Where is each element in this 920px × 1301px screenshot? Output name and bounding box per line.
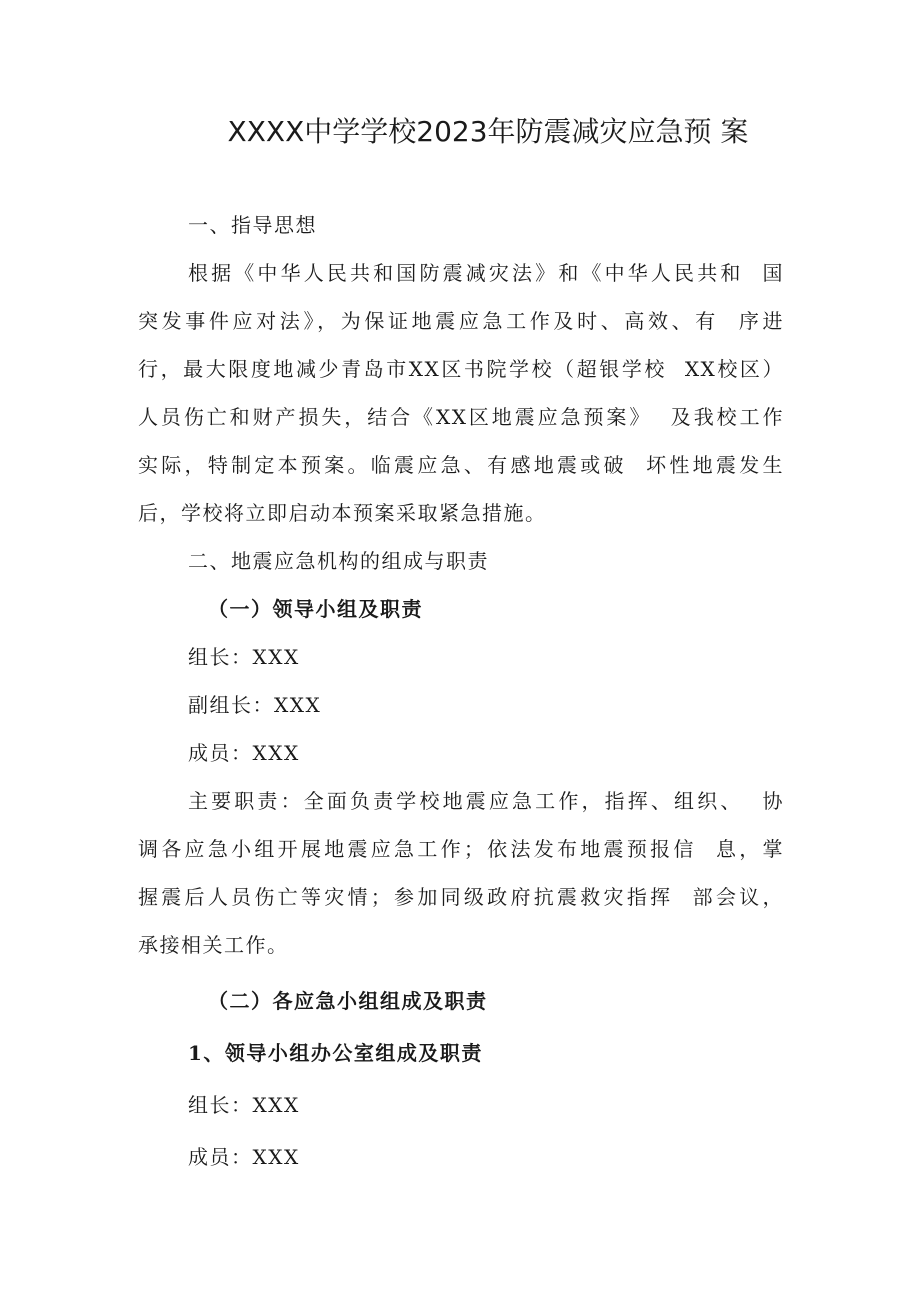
duty-line: 调各应急小组开展地震应急工作；依法发布地震预报信 息，掌 bbox=[138, 837, 784, 861]
paragraph-line: 后，学校将立即启动本预案采取紧急措施。 bbox=[138, 501, 547, 525]
subsection-heading-emergency-groups: （二）各应急小组组成及职责 bbox=[208, 989, 488, 1013]
duty-line: 主要职责：全面负责学校地震应急工作，指挥、组织、 协 bbox=[188, 789, 784, 813]
document-title: XXXX中学学校2023年防震减灾应急预 案 bbox=[227, 115, 749, 148]
section-heading-guiding-thought: 一、指导思想 bbox=[188, 213, 317, 237]
leader-entry: 组长：XXX bbox=[188, 645, 300, 669]
office-leader-entry: 组长：XXX bbox=[188, 1093, 300, 1117]
paragraph-line: 突发事件应对法》，为保证地震应急工作及时、高效、有 序进 bbox=[138, 309, 784, 333]
duty-line: 承接相关工作。 bbox=[138, 933, 289, 957]
paragraph-line: 人员伤亡和财产损失，结合《XX区地震应急预案》 及我校工作 bbox=[138, 405, 784, 429]
section-heading-organization: 二、地震应急机构的组成与职责 bbox=[188, 549, 489, 573]
members-entry: 成员：XXX bbox=[188, 741, 300, 765]
paragraph-line: 实际，特制定本预案。临震应急、有感地震或破 坏性地震发生 bbox=[138, 453, 784, 477]
office-members-entry: 成员：XXX bbox=[188, 1145, 300, 1169]
item-heading-office: 1、领导小组办公室组成及职责 bbox=[188, 1041, 483, 1065]
duty-line: 握震后人员伤亡等灾情；参加同级政府抗震救灾指挥 部会议， bbox=[138, 885, 784, 909]
paragraph-line: 根据《中华人民共和国防震减灾法》和《中华人民共和 国 bbox=[188, 261, 784, 285]
deputy-leader-entry: 副组长：XXX bbox=[188, 693, 322, 717]
subsection-heading-leadership: （一）领导小组及职责 bbox=[208, 597, 423, 621]
paragraph-line: 行，最大限度地减少青岛市XX区书院学校（超银学校 XX校区） bbox=[138, 357, 784, 381]
